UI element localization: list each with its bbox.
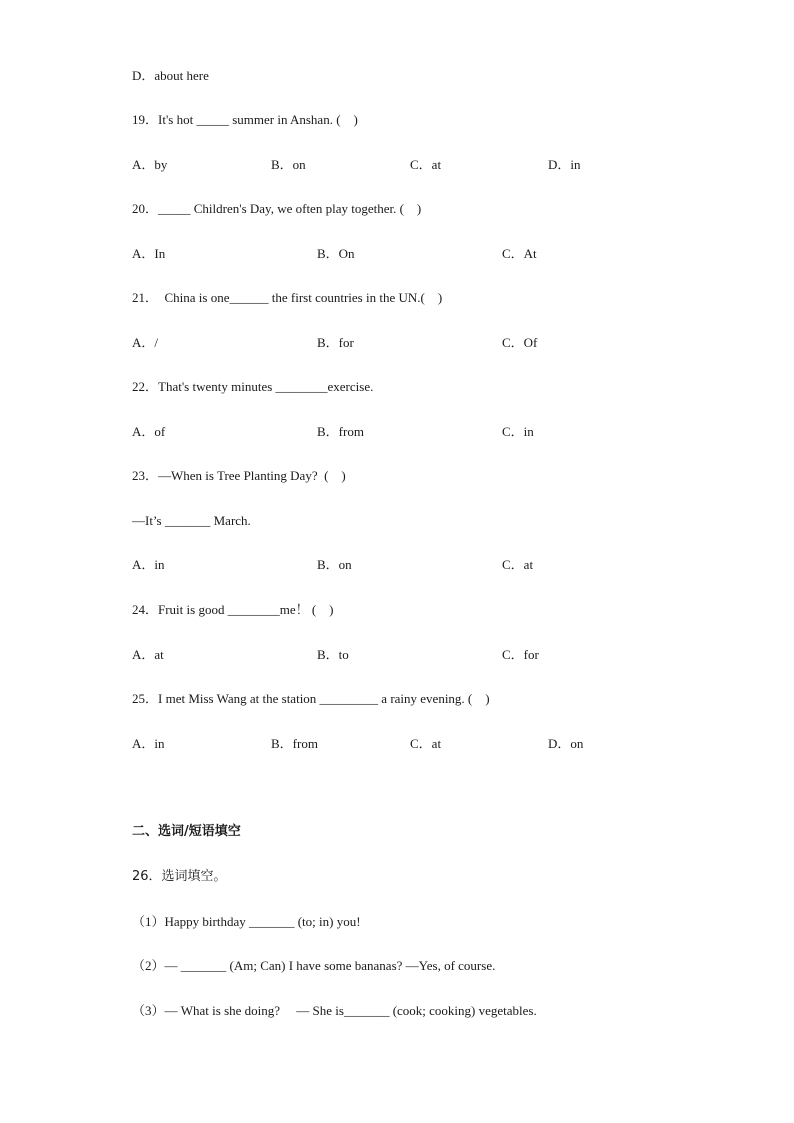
q20-stem: 20．_____ Children's Day, we often play together. ( ) xyxy=(132,201,422,216)
q24-option-c: C．for xyxy=(502,647,539,662)
q20-option-b: B．On xyxy=(317,246,355,261)
section-2-title: 二、选词/短语填空 xyxy=(132,824,241,839)
q26-item-2: （2）— _______ (Am; Can) I have some bananas? —Yes, of course. xyxy=(132,958,496,973)
q24-option-a: A．at xyxy=(132,647,164,662)
q21-option-c: C．Of xyxy=(502,335,538,350)
q23-option-b: B．on xyxy=(317,557,352,572)
q22-option-c: C．in xyxy=(502,424,534,439)
q25-option-d: D．on xyxy=(548,736,584,751)
q26-item-3: （3）— What is she doing? — She is_______ (cook; cooking) vegetables. xyxy=(132,1003,537,1018)
q22-stem: 22．That's twenty minutes ________exercise. xyxy=(132,379,374,394)
q20-option-c: C．At xyxy=(502,246,537,261)
q25-stem: 25．I met Miss Wang at the station _________ a rainy evening. ( ) xyxy=(132,691,490,706)
q23-stem: 23．—When is Tree Planting Day? ( ) xyxy=(132,468,346,483)
q20-option-a: A．In xyxy=(132,246,166,261)
q21-option-b: B．for xyxy=(317,335,354,350)
q21-stem: 21． China is one______ the first countries in the UN.( ) xyxy=(132,290,443,305)
q22-option-b: B．from xyxy=(317,424,364,439)
q21-option-a: A．/ xyxy=(132,335,159,350)
q19-option-d: D．in xyxy=(548,157,581,172)
q25-option-a: A．in xyxy=(132,736,165,751)
q23-option-a: A．in xyxy=(132,557,165,572)
q25-option-b: B．from xyxy=(271,736,318,751)
q18-option-d: D．about here xyxy=(132,68,209,83)
q19-stem: 19．It's hot _____ summer in Anshan. ( ) xyxy=(132,112,358,127)
q26-item-1: （1）Happy birthday _______ (to; in) you! xyxy=(132,914,361,929)
q19-option-c: C．at xyxy=(410,157,442,172)
q19-option-a: A．by xyxy=(132,157,168,172)
q26-stem: 26．选词填空。 xyxy=(132,869,227,884)
q24-option-b: B．to xyxy=(317,647,349,662)
q24-stem: 24．Fruit is good ________me！ ( ) xyxy=(132,602,334,617)
q23-option-c: C．at xyxy=(502,557,534,572)
q19-option-b: B．on xyxy=(271,157,306,172)
q23-reply: —It’s _______ March. xyxy=(132,513,251,528)
q25-option-c: C．at xyxy=(410,736,442,751)
q22-option-a: A．of xyxy=(132,424,166,439)
